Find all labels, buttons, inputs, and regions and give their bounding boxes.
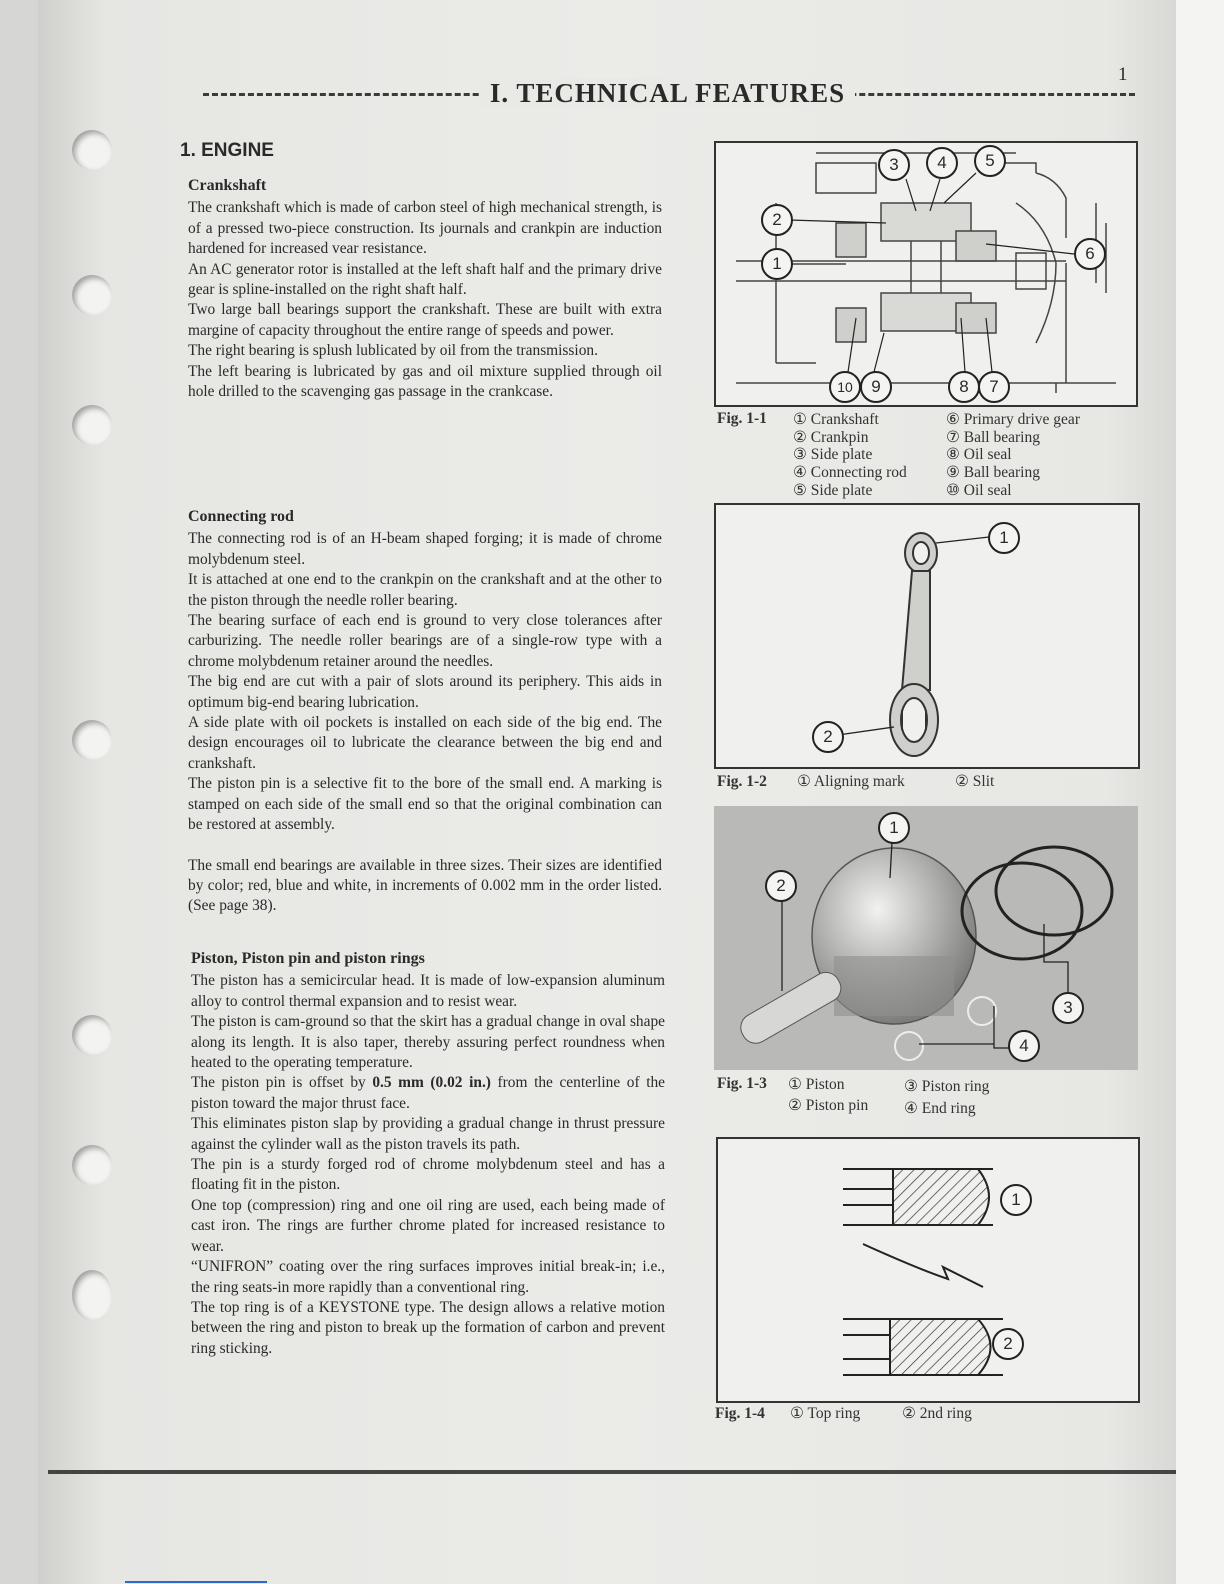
paragraph: The top ring is of a KEYSTONE type. The design allows a relative motion between the ring and piston to break up the formation of carbon and prevent ring sticking. bbox=[191, 1298, 665, 1357]
figure-label: Fig. 1-3 bbox=[717, 1075, 767, 1092]
page-number: 1 bbox=[1118, 64, 1128, 85]
callout-7: 7 bbox=[978, 371, 1010, 403]
figure-crankshaft-section bbox=[714, 141, 1138, 407]
legend-item: ④ End ring bbox=[904, 1100, 976, 1117]
figure-connecting-rod bbox=[714, 503, 1140, 769]
paragraph: The crankshaft which is made of carbon steel of high mechanical strength, is of a pressed two-piece construction. Its journals and crankpin are induction hardened for increased vear resistance. bbox=[188, 199, 662, 258]
paragraph: An AC generator rotor is installed at the left shaft half and the primary drive gear is spline-installed on the right shaft half. bbox=[188, 260, 662, 299]
callout-4: 4 bbox=[1008, 1030, 1040, 1062]
paragraph: A side plate with oil pockets is installed on each side of the big end. The design encourages oil to lubricate the clearance between the big end and crankshaft. bbox=[188, 714, 662, 772]
legend-item: ① Top ring bbox=[790, 1405, 861, 1422]
callout-2: 2 bbox=[761, 204, 793, 236]
legend-item: ⑤ Side plate bbox=[793, 482, 873, 499]
callout-9: 9 bbox=[860, 371, 892, 403]
connecting-rod-heading: Connecting rod bbox=[188, 508, 294, 525]
text-run: The piston pin is offset by bbox=[191, 1074, 373, 1092]
footer-underline bbox=[125, 1581, 267, 1583]
ring-sections-drawing bbox=[718, 1139, 1138, 1401]
paragraph: “UNIFRON” coating over the ring surfaces improves initial break-in; i.e., the ring seats-in more rapidly than a conventional ring. bbox=[191, 1258, 665, 1296]
legend-item: ⑦ Ball bearing bbox=[946, 429, 1040, 446]
callout-8: 8 bbox=[948, 371, 980, 403]
figure-caption bbox=[717, 773, 767, 791]
text-run: from the centerline of the piston toward the major thrust face. bbox=[191, 1074, 665, 1112]
paragraph: The piston pin is a selective fit to the bore of the small end. A marking is stamped on each side of the small end so that the original combination can be restored at assembly. bbox=[188, 775, 662, 834]
legend-item: ① Piston bbox=[788, 1076, 845, 1093]
callout-6: 6 bbox=[1074, 238, 1106, 270]
page-bottom-rule bbox=[48, 1470, 1176, 1474]
connecting-rod-drawing bbox=[716, 505, 1138, 767]
callout-1: 1 bbox=[761, 248, 793, 280]
callout-1: 1 bbox=[878, 812, 910, 844]
legend-item: ⑩ Oil seal bbox=[946, 482, 1012, 499]
callout-1: 1 bbox=[988, 522, 1020, 554]
chapter-title bbox=[200, 78, 1135, 109]
paragraph: The right bearing is splush lublicated by oil from the transmission. bbox=[188, 342, 598, 360]
punch-hole-icon bbox=[72, 1145, 112, 1185]
callout-2: 2 bbox=[812, 721, 844, 753]
legend-item: ⑨ Ball bearing bbox=[946, 464, 1040, 481]
legend-item: ② Crankpin bbox=[793, 429, 869, 446]
figure-label: Fig. 1-4 bbox=[715, 1405, 765, 1422]
piston-section bbox=[191, 949, 665, 1359]
paragraph: It is attached at one end to the crankpin on the crankshaft and at the other to the piston through the needle roller bearing. bbox=[188, 571, 662, 609]
paragraph: The pin is a sturdy forged rod of chrome molybdenum steel and has a floating fit in the piston. bbox=[191, 1156, 665, 1194]
punch-hole-icon bbox=[72, 130, 112, 170]
paragraph: The left bearing is lubricated by gas and oil mixture supplied through oil hole drilled to the scavenging gas passage in the crankcase. bbox=[188, 362, 662, 401]
paragraph: The piston has a semicircular head. It is made of low-expansion aluminum alloy to control thermal expansion and to resist wear. bbox=[191, 972, 665, 1010]
piston-heading: Piston, Piston pin and piston rings bbox=[191, 950, 425, 967]
paragraph: The big end are cut with a pair of slots around its periphery. This aids in optimum big-end bearing lubrication. bbox=[188, 673, 662, 711]
legend-item: ③ Piston ring bbox=[904, 1078, 990, 1095]
legend-item: ② 2nd ring bbox=[902, 1405, 972, 1422]
crankshaft-heading: Crankshaft bbox=[188, 177, 267, 194]
figure-ring-sections bbox=[716, 1137, 1140, 1403]
paragraph bbox=[191, 1073, 665, 1114]
paragraph: One top (compression) ring and one oil ring are used, each being made of cast iron. The rings are further chrome plated for increased resistance to wear. bbox=[191, 1196, 665, 1255]
legend-item: ⑧ Oil seal bbox=[946, 446, 1012, 463]
punch-hole-icon bbox=[72, 720, 112, 760]
section-title: 1. ENGINE bbox=[180, 140, 274, 161]
crankshaft-section bbox=[188, 176, 662, 402]
offset-value: 0.5 mm (0.02 in.) bbox=[372, 1074, 491, 1092]
paragraph: The small end bearings are available in three sizes. Their sizes are identified by color; red, blue and white, in increments of 0.002 mm in the order listed. (See page 38). bbox=[188, 856, 662, 915]
figure-caption bbox=[715, 1405, 765, 1423]
callout-3: 3 bbox=[1052, 992, 1084, 1024]
chapter-title-text: I. TECHNICAL FEATURES bbox=[480, 78, 855, 108]
legend-item: ③ Side plate bbox=[793, 446, 873, 463]
connecting-rod-section bbox=[188, 507, 662, 917]
paragraph: The piston is cam-ground so that the skirt has a gradual change in oval shape along its length. It is also taper, thereby assuring perfect roundness when heated to the operating temperature. bbox=[191, 1013, 665, 1072]
paragraph: The connecting rod is of an H-beam shaped forging; it is made of chrome molybdenum steel. bbox=[188, 530, 662, 568]
legend-item: ④ Connecting rod bbox=[793, 464, 907, 481]
figure-label: Fig. 1-1 bbox=[717, 410, 767, 427]
piston-drawing bbox=[714, 806, 1138, 1070]
figure-piston-photo bbox=[714, 806, 1138, 1070]
punch-hole-icon bbox=[72, 1015, 112, 1055]
legend-item: ② Piston pin bbox=[788, 1097, 869, 1114]
punch-hole-icon bbox=[72, 275, 112, 315]
callout-2: 2 bbox=[992, 1328, 1024, 1360]
callout-1: 1 bbox=[1000, 1184, 1032, 1216]
paragraph: Two large ball bearings support the crankshaft. These are built with extra margine of capacity throughout the entire range of speeds and power. bbox=[188, 301, 662, 339]
legend-item: ② Slit bbox=[955, 773, 995, 790]
legend-item: ⑥ Primary drive gear bbox=[946, 411, 1080, 428]
callout-5: 5 bbox=[974, 145, 1006, 177]
paragraph: The bearing surface of each end is ground to very close tolerances after carburizing. The needle roller bearings are of a single-row type with a chrome molybdenum retainer around the needles. bbox=[188, 612, 662, 670]
callout-4: 4 bbox=[926, 147, 958, 179]
figure-caption bbox=[717, 410, 767, 428]
legend-item: ① Crankshaft bbox=[793, 411, 879, 428]
callout-2: 2 bbox=[765, 870, 797, 902]
callout-3: 3 bbox=[878, 149, 910, 181]
punch-hole-icon bbox=[72, 405, 112, 445]
paragraph: This eliminates piston slap by providing a gradual change in thrust pressure against the cylinder wall as the piston travels its path. bbox=[191, 1115, 665, 1153]
figure-label: Fig. 1-2 bbox=[717, 773, 767, 790]
callout-10: 10 bbox=[829, 371, 861, 403]
punch-hole-icon bbox=[72, 1270, 112, 1320]
figure-caption bbox=[717, 1075, 767, 1093]
scan-margin bbox=[1176, 0, 1224, 1584]
legend-item: ① Aligning mark bbox=[797, 773, 905, 790]
